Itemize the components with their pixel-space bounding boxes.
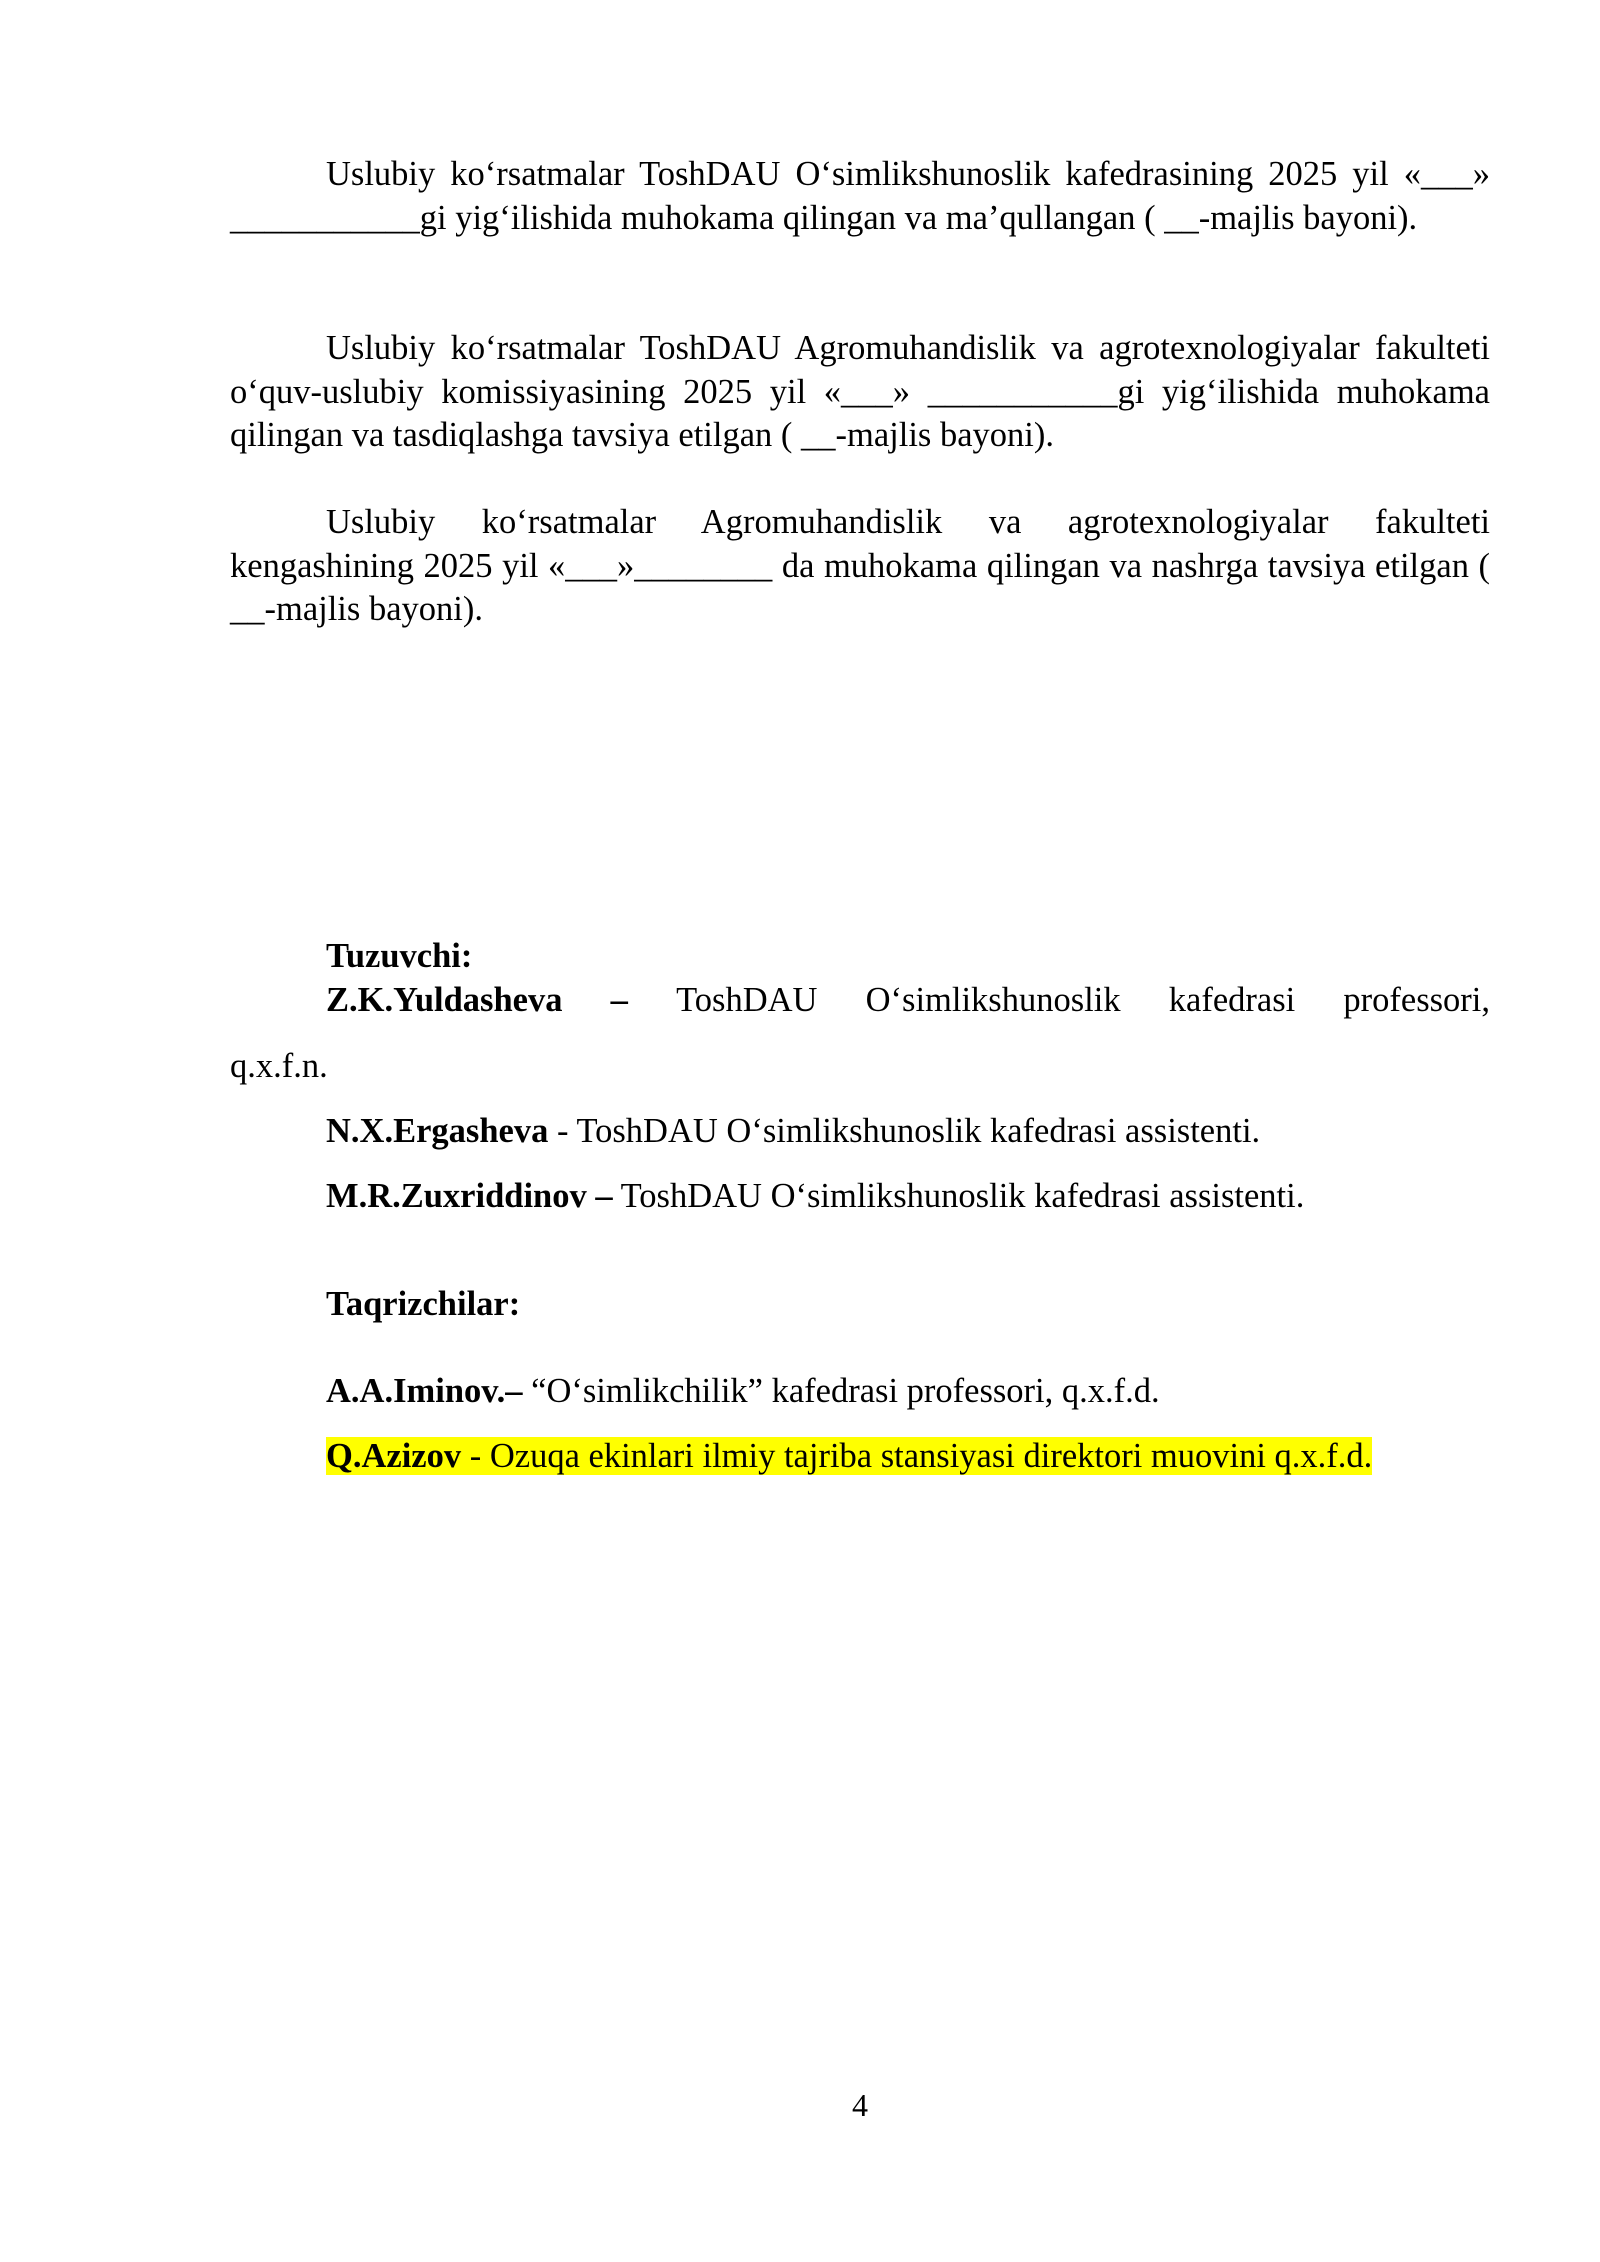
- compiler-role-word: professori,: [1343, 981, 1490, 1019]
- approval-paragraph-department: Uslubiy ko‘rsatmalar ToshDAU O‘simlikshunoslik kafedrasining 2025 yil «___» ___________gi yig‘ilishida muhokama qilingan va ma’qullangan ( __-majlis bayoni).: [230, 155, 1490, 237]
- compiler-role-word: ToshDAU: [676, 981, 818, 1019]
- reviewer-separator: [523, 1372, 532, 1410]
- approval-paragraph-council: Uslubiy ko‘rsatmalar Agromuhandislik va agrotexnologiyalar fakulteti kengashining 2025 yil «___»________ da muhokama qilingan va nashrga tavsiya etilgan ( __-majlis bayoni).: [230, 503, 1490, 628]
- reviewer-separator: -: [461, 1437, 490, 1475]
- compiler-entry-1: [326, 979, 1490, 1023]
- reviewer-name: A.A.Iminov.–: [326, 1372, 523, 1410]
- compiler-entry-3: [326, 1175, 1304, 1219]
- compiler-separator: -: [548, 1112, 577, 1150]
- reviewer-entry-1: [326, 1370, 1160, 1414]
- compiler-degree: q.x.f.n.: [230, 1047, 328, 1085]
- reviewer-name: Q.Azizov: [326, 1437, 462, 1475]
- compiler-role: ToshDAU O‘simlikshunoslik kafedrasi assistenti.: [620, 1177, 1305, 1215]
- compiler-role-word: O‘simlikshunoslik: [865, 981, 1121, 1019]
- page-number: 4: [852, 2087, 868, 2123]
- approval-paragraph-commission: Uslubiy ko‘rsatmalar ToshDAU Agromuhandislik va agrotexnologiyalar fakulteti o‘quv-uslubiy komissiyasining 2025 yil «___» ___________gi yig‘ilishida muhokama qilingan va tasdiqlashga tavsiya etilgan ( __-majlis bayoni).: [230, 329, 1490, 454]
- compilers-heading: Tuzuvchi:: [326, 937, 473, 975]
- compiler-role-word: kafedrasi: [1168, 981, 1296, 1019]
- compiler-name: N.X.Ergasheva: [326, 1112, 549, 1150]
- reviewers-heading: Taqrizchilar:: [326, 1285, 521, 1323]
- highlighted-text: [326, 1437, 1372, 1475]
- compiler-separator: [613, 1177, 621, 1215]
- reviewer-role: “O‘simlikchilik” kafedrasi professori, q.x.f.d.: [531, 1372, 1160, 1410]
- document-page: [230, 0, 1490, 2262]
- compiler-name: Z.K.Yuldasheva: [326, 981, 563, 1019]
- reviewer-entry-2: [326, 1435, 1372, 1479]
- compiler-entry-2: [326, 1110, 1260, 1154]
- compiler-role: ToshDAU O‘simlikshunoslik kafedrasi assistenti.: [576, 1112, 1261, 1150]
- reviewer-role: Ozuqa ekinlari ilmiy tajriba stansiyasi direktori muovini q.x.f.d.: [489, 1437, 1373, 1475]
- compiler-dash: –: [610, 981, 628, 1019]
- compiler-name: M.R.Zuxriddinov –: [326, 1177, 613, 1215]
